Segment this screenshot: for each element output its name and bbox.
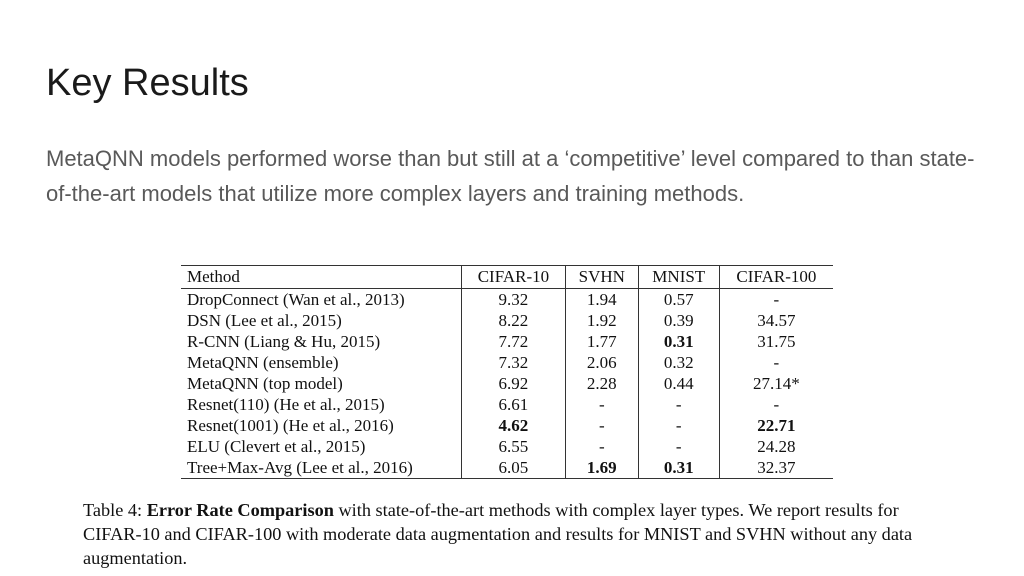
table-row (181, 331, 833, 352)
slide-body-text: MetaQNN models performed worse than but still at a ‘competitive’ level compared to than state-of-the-art models that utilize more complex layers and training methods. (46, 146, 975, 206)
cifar100-cell: - (719, 289, 833, 311)
table-body (181, 289, 833, 479)
mnist-cell: - (638, 436, 719, 457)
table-caption (83, 498, 943, 570)
mnist-cell: - (638, 415, 719, 436)
cifar100-cell: 31.75 (719, 331, 833, 352)
cifar10-cell: 6.55 (462, 436, 566, 457)
table-header (181, 266, 833, 289)
header-svhn: SVHN (565, 266, 638, 289)
cifar10-cell: 7.32 (462, 352, 566, 373)
cifar100-cell: 24.28 (719, 436, 833, 457)
caption-title: Error Rate Comparison (146, 500, 334, 520)
cifar10-cell: 4.62 (462, 415, 566, 436)
slide-title: Key Results (46, 62, 249, 104)
cifar10-cell: 7.72 (462, 331, 566, 352)
mnist-cell: 0.32 (638, 352, 719, 373)
cifar100-cell: 27.14* (719, 373, 833, 394)
mnist-cell: 0.31 (638, 457, 719, 479)
cifar100-cell: - (719, 352, 833, 373)
mnist-cell: 0.31 (638, 331, 719, 352)
method-cell: DSN (Lee et al., 2015) (187, 310, 342, 330)
cifar100-cell: - (719, 394, 833, 415)
header-mnist: MNIST (638, 266, 719, 289)
method-cell: MetaQNN (top model) (187, 373, 343, 393)
method-cell: ELU (Clevert et al., 2015) (187, 436, 366, 456)
cifar100-cell: 34.57 (719, 310, 833, 331)
cifar10-cell: 6.92 (462, 373, 566, 394)
mnist-cell: 0.39 (638, 310, 719, 331)
svhn-cell: - (565, 394, 638, 415)
svhn-cell: - (565, 415, 638, 436)
table-header-row (181, 266, 833, 289)
svhn-cell: 1.69 (565, 457, 638, 479)
mnist-cell: - (638, 394, 719, 415)
results-table-container (181, 265, 833, 479)
cifar100-cell: 32.37 (719, 457, 833, 479)
cifar10-cell: 6.05 (462, 457, 566, 479)
table-row (181, 457, 833, 479)
table-row (181, 289, 833, 311)
error-rate-table (181, 265, 833, 479)
cifar10-cell: 8.22 (462, 310, 566, 331)
svhn-cell: 1.92 (565, 310, 638, 331)
method-cell: MetaQNN (ensemble) (187, 352, 339, 372)
svhn-cell: 2.28 (565, 373, 638, 394)
cifar10-cell: 6.61 (462, 394, 566, 415)
caption-prefix: Table 4: (83, 500, 147, 520)
cifar100-cell: 22.71 (719, 415, 833, 436)
method-cell: Resnet(110) (He et al., 2015) (187, 394, 385, 414)
method-cell: Resnet(1001) (He et al., 2016) (187, 415, 394, 435)
header-cifar100: CIFAR-100 (719, 266, 833, 289)
table-row (181, 373, 833, 394)
svhn-cell: 1.94 (565, 289, 638, 311)
table-row (181, 394, 833, 415)
header-method: Method (181, 266, 462, 289)
svhn-cell: - (565, 436, 638, 457)
cifar10-cell: 9.32 (462, 289, 566, 311)
mnist-cell: 0.44 (638, 373, 719, 394)
header-cifar10: CIFAR-10 (462, 266, 566, 289)
method-cell: DropConnect (Wan et al., 2013) (187, 289, 405, 309)
table-row (181, 436, 833, 457)
svhn-cell: 1.77 (565, 331, 638, 352)
mnist-cell: 0.57 (638, 289, 719, 311)
caption-text: with state-of-the-art methods with complex layer types. We report results for CIFAR-10 and CIFAR-100 with moderate data augmentation and results for MNIST and SVHN without any data augmentation. (83, 500, 913, 568)
method-cell: R-CNN (Liang & Hu, 2015) (187, 331, 381, 351)
table-row (181, 352, 833, 373)
table-row (181, 415, 833, 436)
table-row (181, 310, 833, 331)
method-cell: Tree+Max-Avg (Lee et al., 2016) (181, 457, 462, 479)
svhn-cell: 2.06 (565, 352, 638, 373)
